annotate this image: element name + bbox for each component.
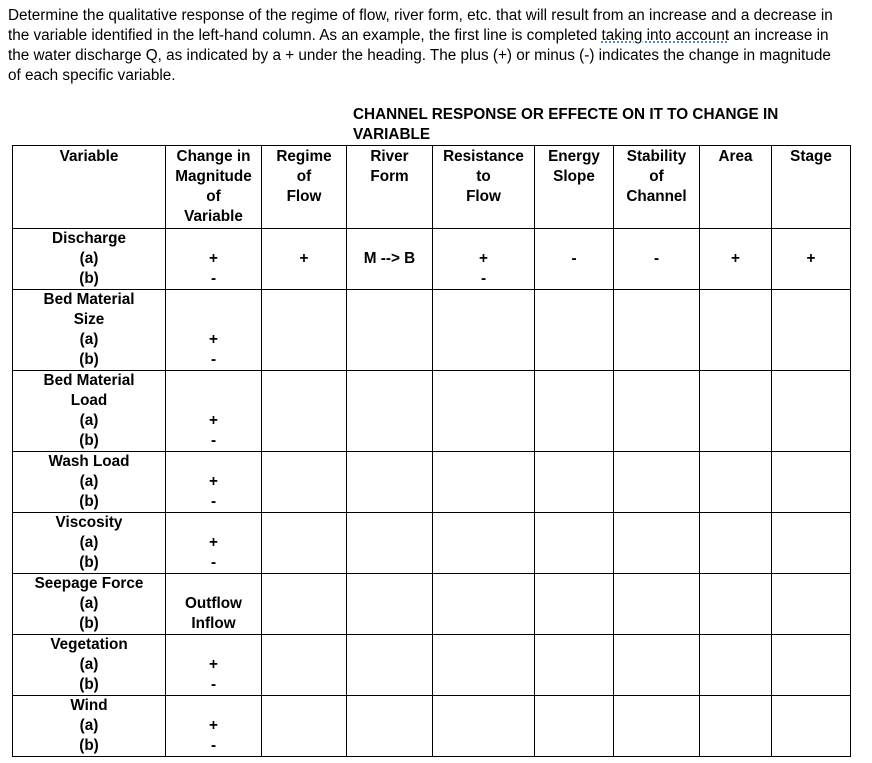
area-cell: + — [700, 229, 772, 290]
change-cell: + - — [166, 696, 262, 757]
energy-slope-cell[interactable] — [535, 290, 614, 371]
change-cell: + - — [166, 452, 262, 513]
stage-cell[interactable] — [772, 696, 851, 757]
table-row-viscosity — [13, 513, 851, 574]
area-cell[interactable] — [700, 452, 772, 513]
stability-cell[interactable] — [614, 635, 700, 696]
table-heading: CHANNEL RESPONSE OR EFFECTE ON IT TO CHANGE IN VARIABLE — [353, 106, 779, 143]
stability-cell[interactable] — [614, 696, 700, 757]
area-cell[interactable] — [700, 290, 772, 371]
stability-cell[interactable] — [614, 513, 700, 574]
table-row-seepage-force — [13, 574, 851, 635]
stability-cell[interactable] — [614, 452, 700, 513]
area-cell[interactable] — [700, 513, 772, 574]
river-form-cell[interactable] — [347, 290, 433, 371]
resistance-cell[interactable] — [433, 371, 535, 452]
variable-cell: Bed Material Load (a) (b) — [13, 371, 166, 452]
regime-cell[interactable] — [262, 574, 347, 635]
col-header-variable: Variable — [13, 146, 166, 229]
table-row-discharge — [13, 229, 851, 290]
variable-cell: Seepage Force (a) (b) — [13, 574, 166, 635]
energy-slope-cell[interactable] — [535, 371, 614, 452]
regime-cell[interactable] — [262, 290, 347, 371]
stage-cell[interactable] — [772, 371, 851, 452]
river-form-cell[interactable] — [347, 371, 433, 452]
resistance-cell[interactable] — [433, 452, 535, 513]
col-header-area: Area — [700, 146, 772, 229]
regime-cell[interactable] — [262, 452, 347, 513]
river-form-cell[interactable] — [347, 696, 433, 757]
table-row-wash-load — [13, 452, 851, 513]
area-cell[interactable] — [700, 635, 772, 696]
energy-slope-cell[interactable] — [535, 513, 614, 574]
variable-cell: Vegetation (a) (b) — [13, 635, 166, 696]
stage-cell[interactable] — [772, 290, 851, 371]
instructions-paragraph — [8, 6, 838, 86]
resistance-cell[interactable] — [433, 574, 535, 635]
change-cell: + - — [166, 635, 262, 696]
stability-cell[interactable] — [614, 371, 700, 452]
stage-cell[interactable] — [772, 513, 851, 574]
regime-cell[interactable] — [262, 696, 347, 757]
variable-cell: Wash Load (a) (b) — [13, 452, 166, 513]
change-cell: Outflow Inflow — [166, 574, 262, 635]
regime-cell[interactable] — [262, 513, 347, 574]
col-header-regime: Regime of Flow — [262, 146, 347, 229]
energy-slope-cell[interactable] — [535, 696, 614, 757]
col-header-river: River Form — [347, 146, 433, 229]
col-header-change: Change in Magnitude of Variable — [166, 146, 262, 229]
stage-cell[interactable] — [772, 452, 851, 513]
regime-cell: + — [262, 229, 347, 290]
change-cell: + - — [166, 229, 262, 290]
instructions-text-2: an increase in the water discharge Q, as indicated by a + under the heading. The plus (+) or minus (-) indicates the change in magnitude of each specific variable. — [8, 27, 831, 84]
variable-cell: Discharge (a) (b) — [13, 229, 166, 290]
col-header-stage: Stage — [772, 146, 851, 229]
header-row — [13, 146, 851, 229]
table-row-wind — [13, 696, 851, 757]
col-header-energy: Energy Slope — [535, 146, 614, 229]
change-cell: + - — [166, 371, 262, 452]
variable-cell: Wind (a) (b) — [13, 696, 166, 757]
regime-cell[interactable] — [262, 371, 347, 452]
energy-slope-cell[interactable] — [535, 574, 614, 635]
resistance-cell[interactable] — [433, 513, 535, 574]
regime-cell[interactable] — [262, 635, 347, 696]
resistance-cell[interactable] — [433, 696, 535, 757]
stage-cell[interactable] — [772, 635, 851, 696]
energy-slope-cell[interactable] — [535, 452, 614, 513]
col-header-stability: Stability of Channel — [614, 146, 700, 229]
response-table — [12, 145, 851, 757]
energy-slope-cell: - — [535, 229, 614, 290]
resistance-cell: + - — [433, 229, 535, 290]
col-header-resistance: Resistance to Flow — [433, 146, 535, 229]
stage-cell[interactable] — [772, 574, 851, 635]
stage-cell: + — [772, 229, 851, 290]
variable-cell: Bed Material Size (a) (b) — [13, 290, 166, 371]
variable-cell: Viscosity (a) (b) — [13, 513, 166, 574]
change-cell: + - — [166, 290, 262, 371]
river-form-cell[interactable] — [347, 513, 433, 574]
energy-slope-cell[interactable] — [535, 635, 614, 696]
river-form-cell[interactable] — [347, 452, 433, 513]
area-cell[interactable] — [700, 371, 772, 452]
river-form-cell: M --> B — [347, 229, 433, 290]
instructions-text-1: Determine the qualitative response of the regime of flow, river form, etc. that will result from an increase and a decrease in the variable identified in the left-hand column. As an example, the first line is completed — [8, 7, 833, 44]
river-form-cell[interactable] — [347, 574, 433, 635]
table-row-vegetation — [13, 635, 851, 696]
instructions-underlined-phrase: taking into account — [601, 27, 730, 44]
river-form-cell[interactable] — [347, 635, 433, 696]
table-row-bed-material-size — [13, 290, 851, 371]
area-cell[interactable] — [700, 696, 772, 757]
stability-cell[interactable] — [614, 574, 700, 635]
stability-cell[interactable] — [614, 290, 700, 371]
table-row-bed-material-load — [13, 371, 851, 452]
resistance-cell[interactable] — [433, 635, 535, 696]
stability-cell: - — [614, 229, 700, 290]
change-cell: + - — [166, 513, 262, 574]
resistance-cell[interactable] — [433, 290, 535, 371]
area-cell[interactable] — [700, 574, 772, 635]
